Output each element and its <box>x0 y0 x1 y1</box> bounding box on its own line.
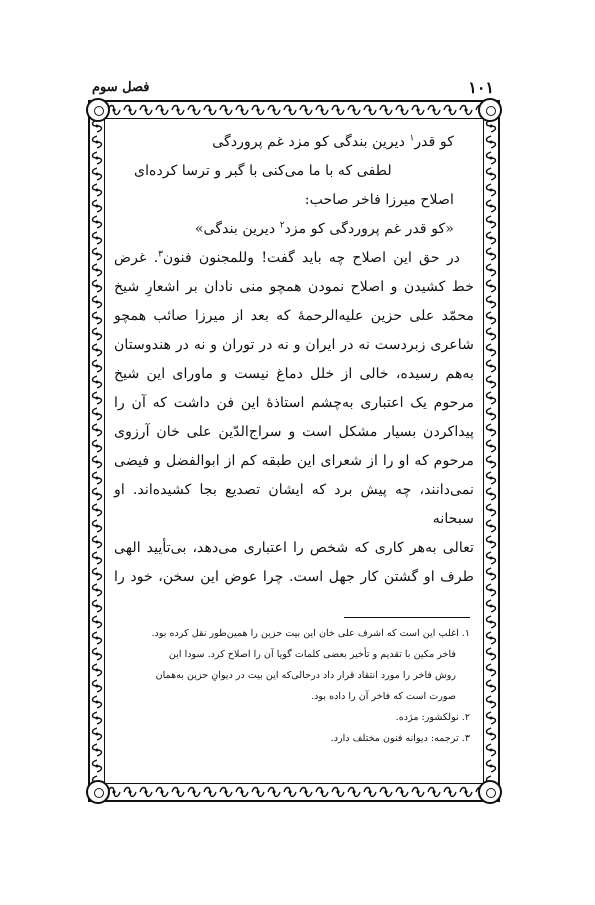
footnote-line: فاخر مکین با تقدیم و تأخیر بعضی کلمات گویا آن را اصلاح کرد. سودا این <box>168 649 456 660</box>
verse-1-part-b: دیرین بندگی کو مزد غم پروردگی <box>212 134 410 150</box>
footnotes <box>114 623 470 749</box>
corner-ornament-icon <box>478 98 502 122</box>
prose-paragraph <box>114 244 474 592</box>
section-label: اصلاح میرزا فاخر صاحب: <box>304 192 454 208</box>
prose-first-end: . غرض <box>114 250 159 266</box>
prose-line: به‌هم رسیده، خالی از خلل دماغ نیست و ماورای این شیخ <box>114 366 474 382</box>
ornamental-border-right <box>484 118 498 784</box>
corner-ornament-icon <box>478 780 502 804</box>
footnote-line: صورت است که فاخر آن را داده بود. <box>311 691 456 702</box>
footnote-line: روش فاخر را مورد انتقاد قرار داد درحالی‌که این بیت در دیوانِ حزین به‌همان <box>155 670 456 681</box>
prose-line: محمّد علی حزین علیه‌الرحمهٔ که بعد از میرزا صائب همچو <box>114 308 474 324</box>
footnote-line: ٣. ترجمه: دیوانه فنون مختلف دارد. <box>330 733 470 744</box>
quote-part-a: «کو قدر غم پروردگی کو مزد <box>284 221 454 237</box>
prose-line: مرحوم که او را از شعرای این طبقه کم از ابوالفضل و فیضی <box>114 453 474 469</box>
prose-line: نمی‌دانند، چه پیش برد که ایشان تصدیع بجا کشیده‌اند. او سبحانه <box>114 482 474 527</box>
corner-ornament-icon <box>86 98 110 122</box>
verse-1-part-a: کو قدر <box>414 134 454 150</box>
ornamental-border-left <box>90 118 104 784</box>
page-number: ١٠١ <box>468 78 494 97</box>
footnote-line: ٢. نولکشور: مژده. <box>395 712 470 723</box>
prose-line: شاعری زبردست نه در ایران و نه در توران و نه در هندوستان <box>114 337 474 353</box>
prose-line <box>114 244 474 273</box>
corner-ornament-icon <box>86 780 110 804</box>
footnote-line: ١. اغلب این است که اشرف علی خان این بیت حزین را همین‌طور نقل کرده بود. <box>151 628 470 639</box>
prose-line: تعالی به‌هر کاری که شخص را اعتباری می‌دهد، بی‌تأیید الهی <box>114 540 474 556</box>
footnote-ref-2: ٢ <box>279 220 285 231</box>
prose-line: مرحوم یک اعتباری به‌چشم استاذهٔ این فن داشت که آن را <box>114 395 474 411</box>
verse-line-1 <box>114 128 474 157</box>
main-text <box>114 128 474 592</box>
quoted-verse <box>114 215 474 244</box>
page-header <box>92 78 494 100</box>
footnote-ref-1: ١ <box>409 133 415 144</box>
prose-line: خط کشیدن و اصلاح نمودن همچو منی نادان بر اشعارِ شیخ <box>114 279 474 295</box>
footnote-ref-3: ٣ <box>158 249 163 260</box>
running-head: فصل سوم <box>92 80 150 95</box>
prose-first-text: در حق این اصلاح چه باید گفت! وللمجنون فنون <box>162 250 460 266</box>
footnote-separator <box>344 617 470 618</box>
prose-line: پیداکردن بسیار مشکل است و سراج‌الدّین علی خان آرزوی <box>114 424 474 440</box>
ornamental-border-top <box>90 102 498 118</box>
verse-line-2: لطفی که با ما می‌کنی با گبر و ترسا کرده‌ای <box>134 163 392 179</box>
prose-line: طرف او گشتن کار جهل است. چرا عوض این سخن، خود را <box>114 569 474 585</box>
quote-part-b: دیرین بندگی» <box>194 221 280 237</box>
ornamental-border-bottom <box>90 784 498 800</box>
